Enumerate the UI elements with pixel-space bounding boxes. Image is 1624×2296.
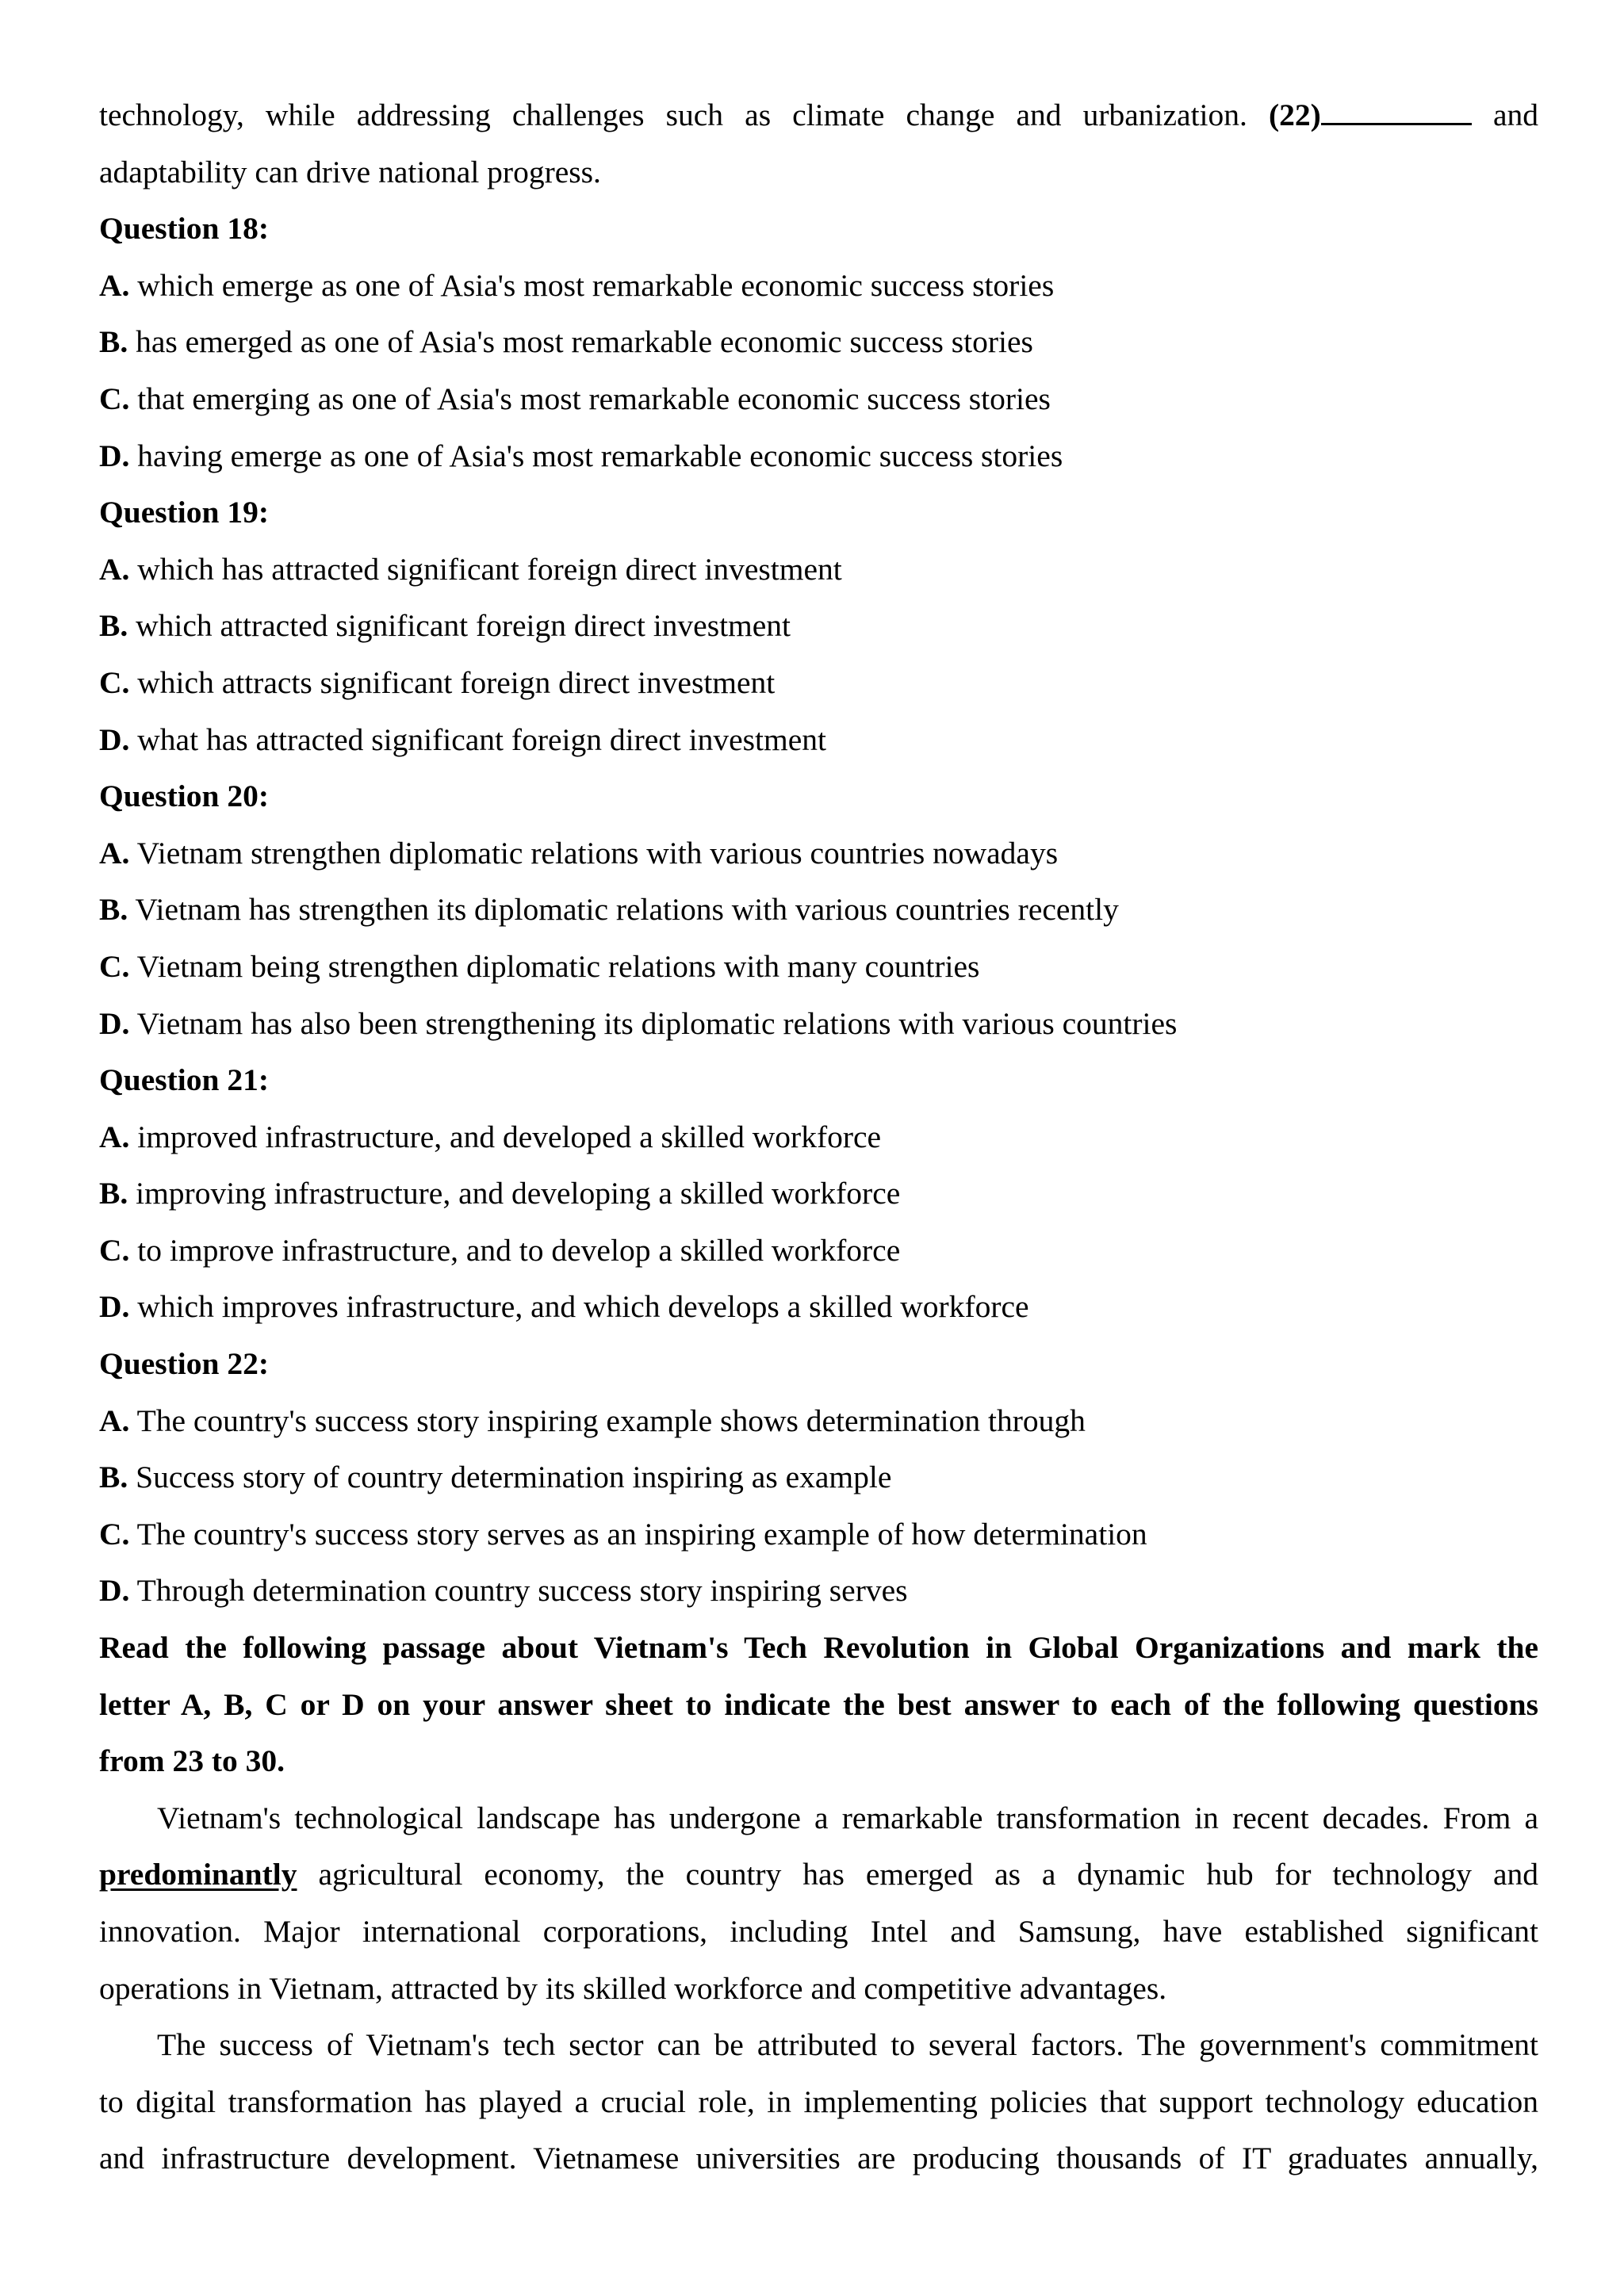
question-title: Question 21:	[99, 1062, 269, 1098]
option-text: what has attracted significant foreign direct investment	[137, 721, 826, 757]
question-title: Question 20:	[99, 779, 269, 814]
option-text: improved infrastructure, and developed a skilled workforce	[137, 1119, 882, 1154]
option-text: Through determination country success story inspiring serves	[136, 1573, 908, 1609]
question-title: Question 22:	[99, 1346, 269, 1382]
document-content	[99, 87, 1538, 2187]
option-text: The country's success story inspiring example shows determination through	[136, 1402, 1086, 1438]
option-text: Vietnam strengthen diplomatic relations with various countries nowadays	[136, 835, 1059, 871]
answer-option	[99, 882, 1538, 939]
answer-option	[99, 541, 1538, 599]
answer-option	[99, 598, 1538, 655]
option-letter: D.	[99, 1573, 130, 1609]
passage-line: operations in Vietnam, attracted by its skilled workforce and competitive advantages.	[99, 1970, 1167, 2006]
option-text: has emerged as one of Asia's most remarkable economic success stories	[136, 324, 1033, 360]
option-letter: B.	[99, 892, 128, 928]
answer-option	[99, 1109, 1538, 1166]
answer-option	[99, 1223, 1538, 1280]
option-letter: C.	[99, 1516, 130, 1552]
answer-option	[99, 655, 1538, 712]
answer-option	[99, 825, 1538, 882]
option-letter: A.	[99, 835, 130, 871]
answer-option	[99, 1165, 1538, 1223]
option-letter: D.	[99, 721, 130, 757]
underlined-word: predominantly	[99, 1857, 297, 1892]
passage-line: Vietnam's technological landscape has undergone a remarkable transformation in recent decades. From a	[157, 1800, 1538, 1835]
option-letter: B.	[99, 608, 128, 644]
answer-option	[99, 1563, 1538, 1620]
answer-option	[99, 258, 1538, 315]
option-text: The country's success story serves as an inspiring example of how determination	[136, 1516, 1147, 1552]
blank-22	[1269, 98, 1472, 132]
answer-option	[99, 1393, 1538, 1450]
passage-text: and	[1492, 98, 1538, 132]
option-letter: C.	[99, 381, 130, 416]
instruction-line: letter A, B, C or D on your answer sheet to indicate the best answer to each of the following questions	[99, 1686, 1538, 1722]
option-text: which emerge as one of Asia's most remarkable economic success stories	[137, 267, 1055, 303]
option-letter: D.	[99, 438, 130, 473]
passage-continuation-line	[99, 87, 1538, 144]
answer-option	[99, 712, 1538, 769]
option-letter: D.	[99, 1289, 130, 1325]
answer-option	[99, 996, 1538, 1053]
option-letter: C.	[99, 664, 130, 700]
passage-text: technology, while addressing challenges such as climate change and urbanization.	[99, 98, 1247, 132]
blank-number: (22)	[1269, 98, 1321, 132]
option-text: Vietnam has also been strengthening its diplomatic relations with various countries	[136, 1005, 1178, 1041]
option-text: which attracts significant foreign direct investment	[137, 664, 776, 700]
option-text: Vietnam has strengthen its diplomatic relations with various countries recently	[135, 892, 1119, 928]
option-text: to improve infrastructure, and to develop a skilled workforce	[137, 1232, 901, 1268]
option-letter: B.	[99, 1460, 128, 1495]
passage-line: innovation. Major international corporations, including Intel and Samsung, have established significant	[99, 1914, 1538, 1949]
answer-option	[99, 314, 1538, 371]
answer-option	[99, 1279, 1538, 1336]
option-letter: A.	[99, 1402, 130, 1438]
answer-option	[99, 428, 1538, 485]
option-letter: C.	[99, 948, 130, 984]
option-letter: A.	[99, 1119, 130, 1154]
option-text: which improves infrastructure, and which develops a skilled workforce	[137, 1289, 1029, 1325]
answer-option	[99, 1506, 1538, 1563]
option-letter: A.	[99, 551, 130, 587]
passage-line: The success of Vietnam's tech sector can be attributed to several factors. The government's commitment	[157, 2027, 1538, 2063]
option-letter: B.	[99, 324, 128, 360]
option-letter: A.	[99, 267, 130, 303]
option-text: that emerging as one of Asia's most remarkable economic success stories	[137, 381, 1051, 416]
option-text: which has attracted significant foreign direct investment	[137, 551, 842, 587]
blank-line	[1321, 94, 1472, 125]
option-letter: C.	[99, 1232, 130, 1268]
option-text: Success story of country determination inspiring as example	[136, 1460, 892, 1495]
passage-line: and infrastructure development. Vietnamese universities are producing thousands of IT graduates annually,	[99, 2141, 1538, 2176]
passage-line: to digital transformation has played a crucial role, in implementing policies that support technology education	[99, 2084, 1538, 2119]
answer-option	[99, 1449, 1538, 1506]
option-letter: D.	[99, 1005, 130, 1041]
option-letter: B.	[99, 1176, 128, 1211]
instruction-line: from 23 to 30.	[99, 1743, 285, 1779]
instruction-line: Read the following passage about Vietnam's Tech Revolution in Global Organizations and mark the	[99, 1630, 1538, 1666]
question-title: Question 18:	[99, 211, 269, 247]
option-text: Vietnam being strengthen diplomatic relations with many countries	[136, 948, 980, 984]
option-text: having emerge as one of Asia's most remarkable economic success stories	[137, 438, 1063, 473]
answer-option	[99, 371, 1538, 428]
option-text: improving infrastructure, and developing a skilled workforce	[136, 1176, 901, 1211]
answer-option	[99, 939, 1538, 996]
passage-text: adaptability can drive national progress.	[99, 154, 601, 189]
option-text: which attracted significant foreign direct investment	[136, 608, 791, 644]
question-title: Question 19:	[99, 495, 269, 530]
passage-continuation-line	[99, 144, 1538, 201]
passage-line	[99, 1846, 1538, 1904]
passage-text: agricultural economy, the country has emerged as a dynamic hub for technology and	[318, 1857, 1539, 1892]
